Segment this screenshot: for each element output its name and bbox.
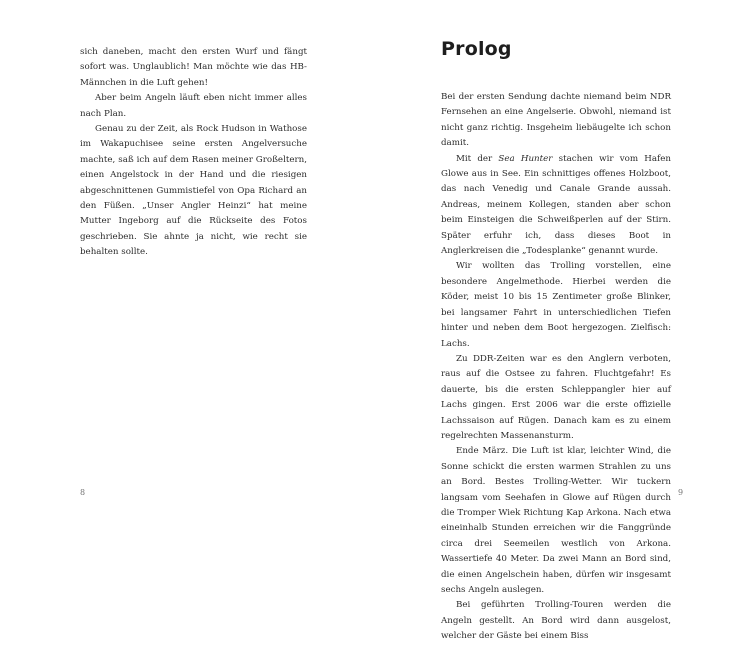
left-page-body	[80, 45, 307, 261]
paragraph: Wir wollten das Trolling vorstellen, eine besondere Angelmethode. Hierbei werden die Köder, meist 10 bis 15 Zentimeter große Blinker, bei langsamer Fahrt in unterschiedlichen Tiefen hinter und neben dem Boot hergezogen. Zielfisch: Lachs.	[441, 261, 671, 349]
paragraph: Ende März. Die Luft ist klar, leichter Wind, die Sonne schickt die ersten warmen Strahlen zu uns an Bord. Bestes Trolling-Wetter. Wir tuckern langsam vom Seehafen in Glowe auf Rügen durch die Tromper Wiek Richtung Kap Arkona. Nach etwa eineinhalb Stunden erreichen wir die Fanggründe circa drei Seemeilen westlich von Arkona. Wassertiefe 40 Meter. Da zwei Mann an Bord sind, die einen Angelschein haben, dürfen wir insgesamt sechs Angeln auslegen.	[441, 446, 671, 595]
text-run: stachen wir vom Hafen Glowe aus in See. Ein schnittiges offenes Holzboot, das nach Venedig und Canale Grande aussah. Andreas, meinem Kollegen, standen aber schon beim Einsteigen die Schweißperlen auf der Stirn. Später erfuhr ich, dass dieses Boot in Anglerkreisen die „Todesplanke“ genannt wurde.	[441, 153, 672, 257]
paragraph	[441, 152, 671, 260]
paragraph: Bei geführten Trolling-Touren werden die Angeln gestellt. An Bord wird dann ausgelost, welcher der Gäste bei einem Biss	[441, 600, 671, 642]
paragraph: Genau zu der Zeit, als Rock Hudson in Wathose im Wakapuchisee seine ersten Angelversuche machte, saß ich auf dem Rasen meiner Großeltern, einen Angelstock in der Hand und die riesigen abgeschnittenen Gummistiefel von Opa Richard an den Füßen. „Unser Angler Heinzi“ hat meine Mutter Ingeborg auf die Rückseite des Fotos geschrieben. Sie ahnte ja nicht, wie recht sie behalten sollte.	[80, 124, 307, 258]
paragraph: Aber beim Angeln läuft eben nicht immer alles nach Plan.	[80, 93, 307, 119]
page-number: 9	[678, 488, 684, 497]
paragraph: Bei der ersten Sendung dachte niemand beim NDR Fernsehen an eine Angelserie. Obwohl, niemand ist nicht ganz richtig. Insgeheim liebäugelte ich schon damit.	[441, 92, 671, 149]
text-run: Mit der	[456, 153, 499, 164]
paragraph: Zu DDR-Zeiten war es den Anglern verboten, raus auf die Ostsee zu fahren. Fluchtgefahr! Es dauerte, bis die ersten Schleppangler hier auf Lachs gingen. Erst 2006 war die erste offizielle Lachssaison auf Rügen. Danach kam es zu einem regelrechten Massenansturm.	[441, 353, 671, 441]
chapter-title: Prolog	[441, 38, 512, 60]
paragraph: sich daneben, macht den ersten Wurf und fängt sofort was. Unglaublich! Man möchte wie das HB-Männchen in die Luft gehen!	[80, 47, 307, 88]
boat-name: Sea Hunter	[498, 153, 553, 164]
right-page-body	[441, 90, 671, 645]
left-page	[0, 0, 375, 530]
page-number: 8	[80, 488, 86, 497]
right-page	[375, 0, 750, 642]
